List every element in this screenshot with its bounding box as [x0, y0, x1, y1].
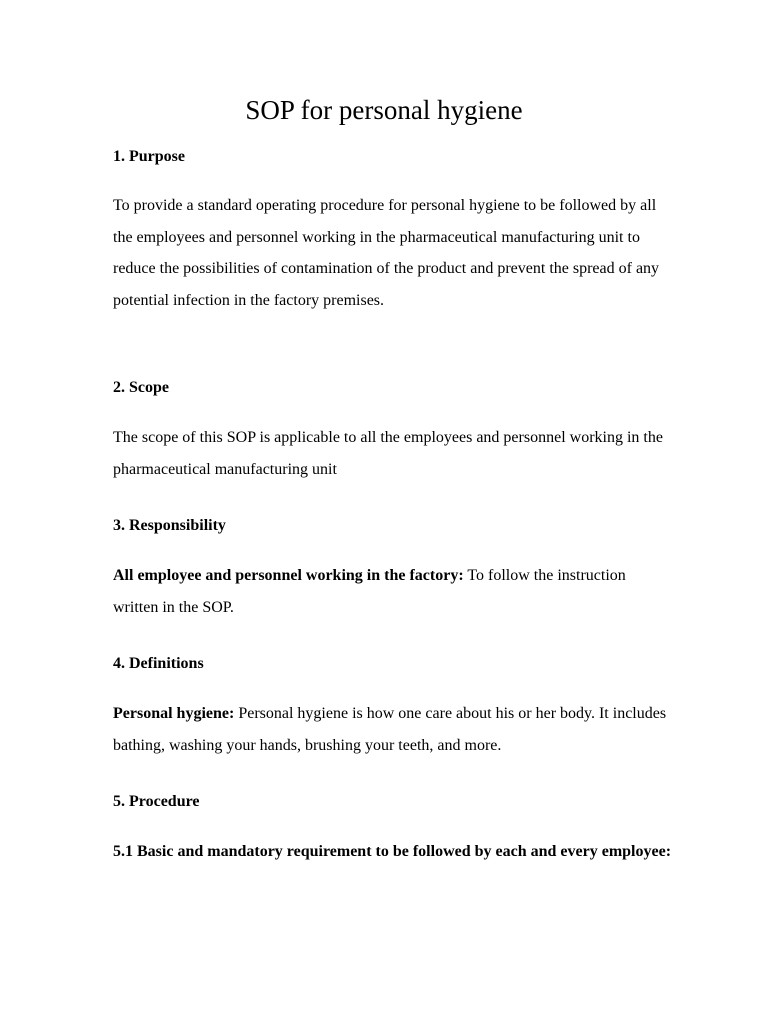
definition-term: Personal hygiene: [113, 705, 235, 722]
definition-body: Personal hygiene is how one care about his or her body. It includes bathing, washing your hands, brushing your teeth, and more. [113, 705, 667, 754]
purpose-text: To provide a standard operating procedure for personal hygiene to be followed by all the employees and personnel working in the pharmaceutical manufacturing unit to reduce the possibilities of contamination of the product and prevent the spread of any potential infection in the factory premises. [113, 197, 660, 309]
scope-text: The scope of this SOP is applicable to all the employees and personnel working in the pharmaceutical manufacturing unit [113, 429, 663, 478]
scope-heading: 2. Scope [113, 379, 169, 396]
procedure-subheading: 5.1 Basic and mandatory requirement to be followed by each and every employee: [113, 843, 672, 860]
responsibility-heading: 3. Responsibility [113, 517, 226, 534]
procedure-heading: 5. Procedure [113, 793, 200, 810]
definitions-heading: 4. Definitions [113, 655, 204, 672]
responsibility-text [113, 560, 673, 623]
purpose-heading: 1. Purpose [113, 148, 185, 165]
definitions-text [113, 698, 673, 761]
responsibility-label: All employee and personnel working in the factory: [113, 567, 464, 584]
document-title: SOP for personal hygiene [245, 95, 523, 125]
responsibility-body: To follow the instruction written in the SOP. [113, 567, 626, 616]
